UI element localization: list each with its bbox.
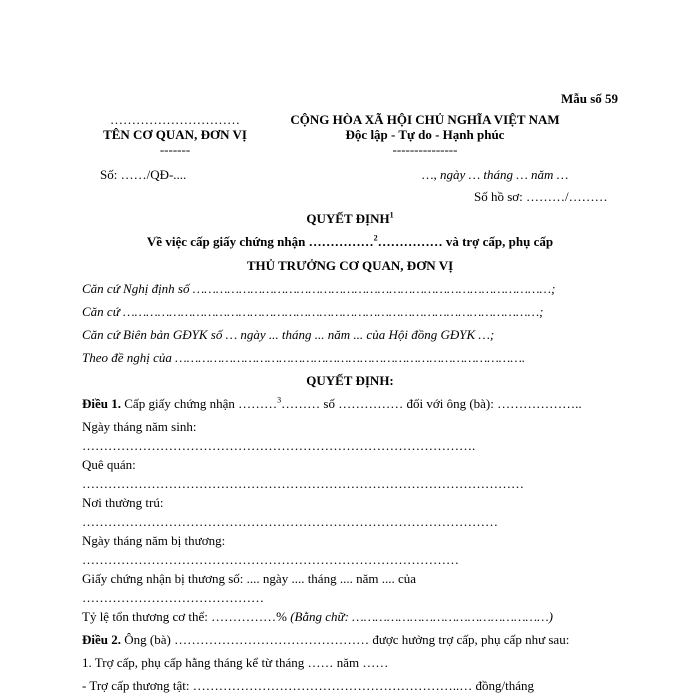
- preamble-minutes: Căn cứ Biên bản GĐYK số … ngày ... tháng ... năm ... của Hội đồng GĐYK …;: [82, 327, 495, 342]
- decision-number: Số: ……/QĐ-....: [100, 167, 187, 182]
- left-header-dots: …………………………: [110, 112, 240, 127]
- hometown-label: Quê quán:: [82, 457, 136, 472]
- residence-field: ……………………………………………………………………………………: [82, 514, 498, 529]
- country-name: CỘNG HÒA XÃ HỘI CHỦ NGHĨA VIỆT NAM: [290, 112, 560, 127]
- decision-subject: Về việc cấp giấy chứng nhận ……………$^2$…………… và trợ cấp, phụ cấp: [146, 233, 554, 249]
- residence-label: Nơi thường trú:: [82, 495, 164, 510]
- agency-name: TÊN CƠ QUAN, ĐƠN VỊ: [103, 127, 247, 142]
- preamble-decree: Căn cứ Nghị định số …………………………………………………………………………………;: [82, 281, 556, 296]
- injury-cert-line: Giấy chứng nhận bị thương số: .... ngày .... tháng .... năm .... của: [82, 571, 416, 586]
- place-date: …, ngày … tháng … năm …: [422, 167, 569, 182]
- injury-date-field: ……………………………………………………………………………: [82, 552, 459, 567]
- injury-allowance-line: - Trợ cấp thương tật: ……………………………………………………..… đồng/tháng: [82, 678, 534, 693]
- dob-label: Ngày tháng năm sinh:: [82, 419, 197, 434]
- preamble-basis: Căn cứ ………………………………………………………………………………………………;: [82, 304, 544, 319]
- injury-cert-field: ……………………………………: [82, 590, 264, 605]
- preamble-proposal: Theo đề nghị của ……………………………………………………………………………….: [82, 350, 526, 365]
- file-number: Số hồ sơ: ………/………: [474, 189, 608, 204]
- dob-field: ……………………………………………………………………………….: [82, 438, 476, 453]
- injury-rate: Tỷ lệ tổn thương cơ thể: ……………% (Bằng chữ: ……………………………………………): [82, 609, 553, 624]
- decides-heading: QUYẾT ĐỊNH:: [306, 373, 394, 388]
- right-header-rule: ---------------: [392, 142, 458, 157]
- monthly-allowance-item: 1. Trợ cấp, phụ cấp hằng tháng kể từ tháng …… năm ……: [82, 655, 389, 670]
- article-2: Điều 2. Ông (bà) ……………………………………… được hưởng trợ cấp, phụ cấp như sau:: [82, 632, 570, 647]
- injury-date-label: Ngày tháng năm bị thương:: [82, 533, 226, 548]
- form-number: Mẫu số 59: [560, 91, 618, 106]
- left-header-rule: -------: [159, 142, 191, 157]
- national-motto: Độc lập - Tự do - Hạnh phúc: [345, 127, 505, 142]
- hometown-field: …………………………………………………………………………………………: [82, 476, 524, 491]
- issuing-authority: THỦ TRƯỞNG CƠ QUAN, ĐƠN VỊ: [246, 258, 454, 273]
- decision-title: QUYẾT ĐỊNH$^1$: [306, 210, 394, 226]
- article-1: Điều 1. Cấp giấy chứng nhận ………$^3$……… số …………… đối với ông (bà): ………………..: [82, 395, 582, 411]
